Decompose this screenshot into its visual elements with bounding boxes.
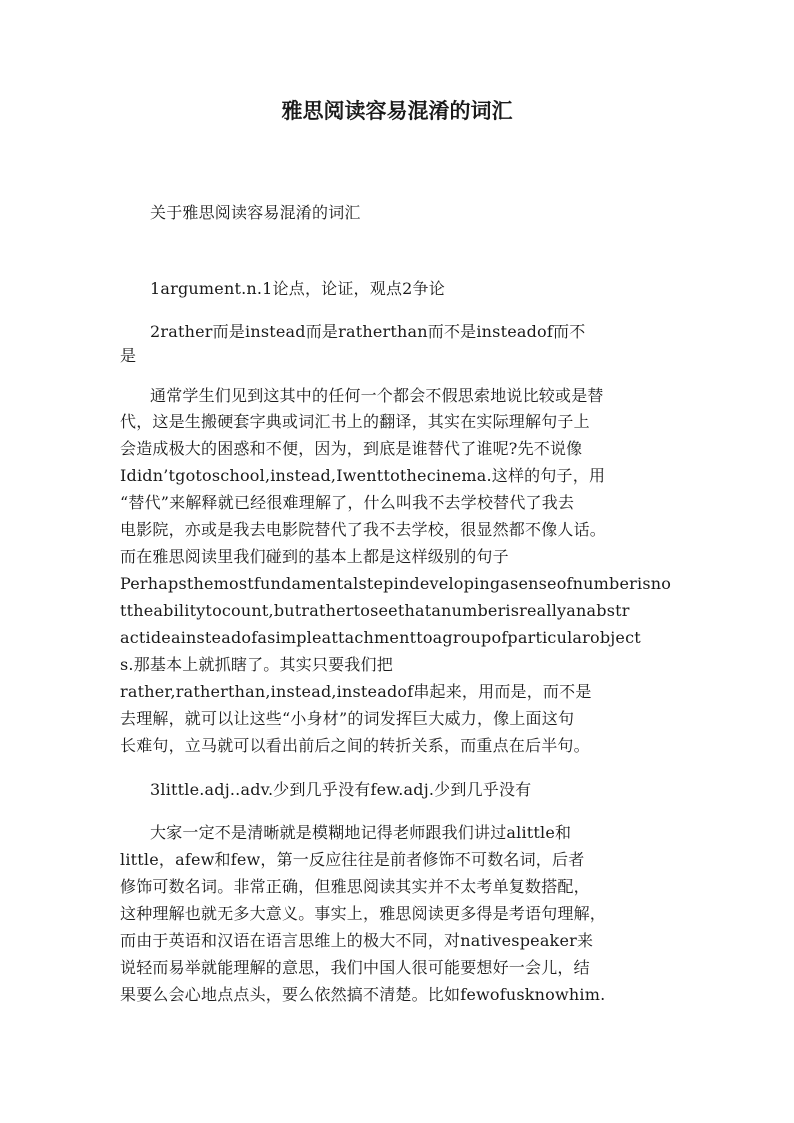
paragraph-line: 而由于英语和汉语在语言思维上的极大不同，对nativespeaker来	[120, 931, 594, 950]
paragraph-line: 通常学生们见到这其中的任何一个都会不假思索地说比较或是替	[150, 386, 604, 405]
paragraph-line: 长难句，立马就可以看出前后之间的转折关系，而重点在后半句。	[120, 736, 590, 755]
paragraph-line: “替代”来解释就已经很难理解了，什么叫我不去学校替代了我去	[120, 493, 575, 512]
paragraph-line: 说轻而易举就能理解的意思，我们中国人很可能要想好一会儿，结	[120, 958, 590, 977]
paragraph-line: 1argument.n.1论点，论证，观点2争论	[150, 279, 445, 298]
paragraph-line: ttheabilitytocount,butrathertoseethatanumberisreallyanabstr	[120, 601, 630, 620]
paragraph-line: 而在雅思阅读里我们碰到的基本上都是这样级别的句子	[120, 547, 509, 566]
paragraph-line: Ididn’tgotoschool,instead,Iwenttothecinema.这样的句子，用	[120, 466, 606, 485]
paragraph-line: little，afew和few，第一反应往往是前者修饰不可数名词，后者	[120, 850, 585, 869]
paragraph-line: 代，这是生搬硬套字典或词汇书上的翻译，其实在实际理解句子上	[120, 412, 590, 431]
paragraph-line: 是	[120, 346, 137, 365]
paragraph-line: 去理解，就可以让这些“小身材”的词发挥巨大威力，像上面这句	[120, 709, 575, 728]
paragraph-line: 大家一定不是清晰就是模糊地记得老师跟我们讲过alittle和	[150, 823, 572, 842]
paragraph-line: Perhapsthemostfundamentalstepindevelopingasenseofnumberisno	[120, 574, 672, 593]
paragraph-line: 2rather而是instead而是ratherthan而不是insteadof而不	[150, 322, 586, 341]
subtitle-line: 关于雅思阅读容易混淆的词汇	[150, 203, 361, 222]
paragraph-line: s.那基本上就抓瞎了。其实只要我们把	[120, 655, 393, 674]
paragraph-line: 电影院，亦或是我去电影院替代了我不去学校，很显然都不像人话。	[120, 520, 607, 539]
paragraph-line: actideainsteadofasimpleattachmenttoagroupofparticularobject	[120, 628, 641, 647]
paragraph-line: 3little.adj..adv.少到几乎没有few.adj.少到几乎没有	[150, 780, 532, 799]
paragraph-line: 会造成极大的困惑和不便，因为，到底是谁替代了谁呢?先不说像	[120, 439, 583, 458]
paragraph-line: 这种理解也就无多大意义。事实上，雅思阅读更多得是考语句理解，	[120, 904, 607, 923]
document-title: 雅思阅读容易混淆的词汇	[281, 98, 513, 123]
paragraph-line: 果要么会心地点点头，要么依然搞不清楚。比如fewofusknowhim.	[120, 985, 606, 1004]
paragraph-line: rather,ratherthan,instead,insteadof串起来，用而是，而不是	[120, 682, 592, 701]
paragraph-line: 修饰可数名词。非常正确，但雅思阅读其实并不太考单复数搭配，	[120, 877, 590, 896]
